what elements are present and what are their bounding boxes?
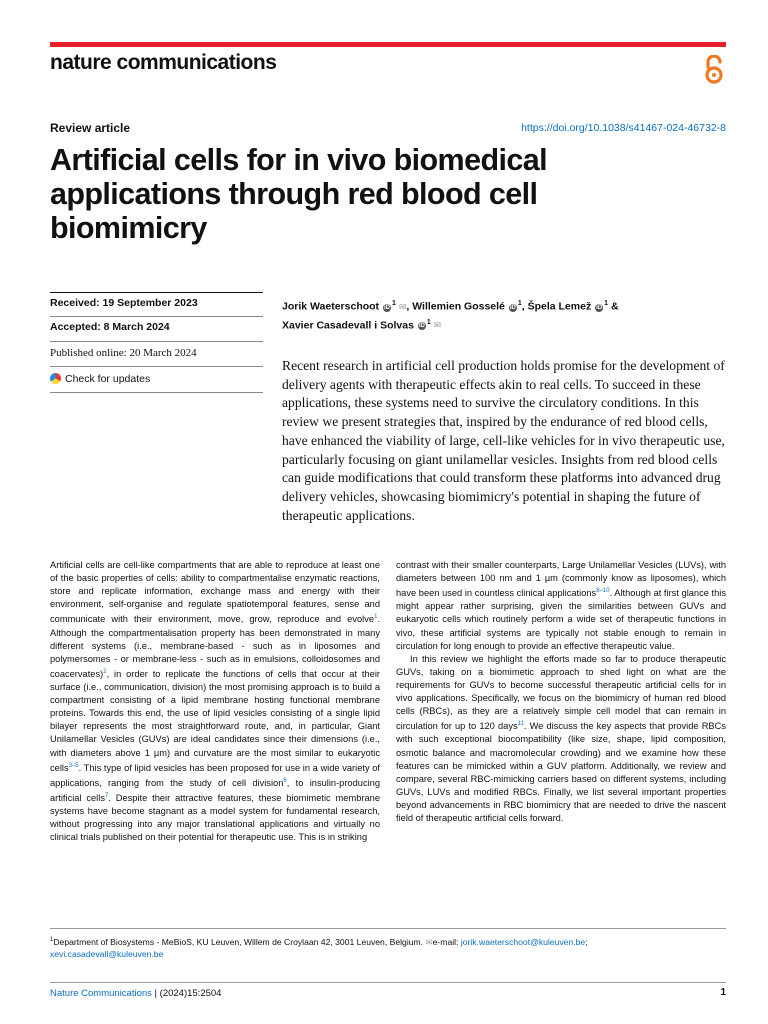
- affiliation-marker: 1: [604, 300, 609, 307]
- citation-reference[interactable]: 3–5: [68, 762, 79, 769]
- citation-reference[interactable]: 8–10: [596, 588, 610, 595]
- paragraph: contrast with their smaller counterparts, Large Unilamellar Vesicles (LUVs), with diameters between 100 nm and 1 µm (commonly know as liposomes), which have been used in countless clinical applications$^{8-10}$. Although at first glance this might appear rather surprising, given the similarities between GUVs and eukaryotic cells which routinely perform a wide set of therapeutic functions in vivo, these artificial systems are typically not stable enough to remain in circulation for long enough to provide an effective therapeutic value.: [396, 560, 726, 651]
- email-icon[interactable]: ✉: [433, 320, 442, 330]
- footer-journal[interactable]: Nature Communications: [50, 988, 152, 999]
- published-date: Published online: 20 March 2024: [50, 347, 197, 359]
- article-title: Artificial cells for in vivo biomedical applications through red blood cell biomimicry: [50, 143, 547, 245]
- author-name[interactable]: Xavier Casadevall i Solvas: [282, 319, 414, 331]
- author-name[interactable]: Jorik Waeterschoot: [282, 300, 380, 313]
- footer-volume: | (2024)15:2504: [151, 988, 222, 999]
- separator: ,: [406, 300, 410, 313]
- orcid-icon[interactable]: iD: [509, 304, 516, 311]
- doi-link[interactable]: https://doi.org/10.1038/s41467-024-46732-8: [521, 122, 726, 134]
- affiliation-text: Department of Biosystems - MeBioS, KU Leuven, Willem de Croylaan 42, 3001 Leuven, Belgium.: [53, 936, 424, 947]
- divider: [50, 366, 263, 367]
- separator: ,: [521, 300, 525, 313]
- email-label: e-mail:: [432, 936, 461, 947]
- citation-reference[interactable]: 1: [374, 614, 378, 621]
- author-name[interactable]: Špela Lemež: [527, 300, 592, 313]
- page-number: 1: [720, 987, 726, 998]
- separator: ;: [585, 936, 588, 947]
- citation-reference[interactable]: 7: [104, 792, 109, 799]
- top-accent-bar: [50, 42, 726, 47]
- orcid-icon[interactable]: iD: [596, 304, 603, 311]
- citation-reference[interactable]: 11: [517, 721, 524, 728]
- body-column-left: [50, 559, 380, 844]
- footer-citation: [50, 988, 221, 999]
- check-for-updates-label: Check for updates: [65, 373, 151, 385]
- footnote-divider: [50, 928, 726, 929]
- author-name[interactable]: Willemien Gosselé: [412, 300, 505, 313]
- accepted-date: Accepted: 8 March 2024: [50, 321, 170, 333]
- email-link[interactable]: xevi.casadevall@kuleuven.be: [50, 948, 164, 959]
- open-access-icon[interactable]: [702, 55, 726, 85]
- journal-name[interactable]: nature communications: [50, 51, 277, 74]
- divider: [50, 292, 263, 293]
- divider: [50, 316, 263, 317]
- orcid-icon[interactable]: iD: [383, 304, 390, 311]
- affiliation-footnote: [50, 934, 726, 960]
- affiliation-marker: 1: [50, 937, 54, 943]
- footer-divider: [50, 982, 726, 983]
- separator: &: [610, 300, 619, 313]
- received-date: Received: 19 September 2023: [50, 297, 198, 309]
- email-icon[interactable]: ✉: [398, 301, 407, 312]
- email-link[interactable]: jorik.waeterschoot@kuleuven.be: [460, 936, 586, 947]
- check-for-updates-icon: [50, 373, 61, 384]
- abstract: Recent research in artificial cell production holds promise for the development of delivery agents with therapeutic effects akin to real cells. To succeed in these applications, these systems need to survive the circulatory conditions. In this review we present strategies that, inspired by the endurance of red blood cells, have enhanced the viability of large, cell-like vehicles for in vivo therapeutic use, particularly focusing on giant unilamellar vesicles. Insights from red blood cells can guide modifications that could transform these platforms into advanced drug delivery vehicles, showcasing biomimicry's potential in shaping the future of therapeutic applications.: [282, 358, 725, 523]
- citation-reference[interactable]: 6: [283, 777, 287, 784]
- paragraph: Artificial cells are cell-like compartments that are able to reproduce at least one of the basic properties of cells: ability to compartmentalise enzymatic reactions, store and replicate information, exchange mass and energy with their environment, self-organise and regulate spatiotemporal features, sense and communicate with their environment, move, grow, reproduce and evolve$^1$. Although the compartmentalisation property has been demonstrated in many different systems (i.e., membrane-based - such as in liposomes and polymersomes - or membrane-less - such as in emulsions, colloidosomes and coacervates)$^2$, in order to replicate the functions of cells that occur at their surface (i.e., communication, division) the most promising approach is to build a compartment consisting of a lipid membrane hosting functional membrane proteins. Towards this end, the use of lipid vesicles consisting of a single lipid bilayer represents the most straightforward route, and, in particular, Giant Unilamellar Vesicles (GUVs) are ideal candidates since their dimensions (i.e., with diameters above 1 µm) and curvature are the most similar to eukaryotic cells$^{3-5}$. This type of lipid vesicles has been proposed for use in a wide variety of applications, ranging from the study of cell division$^6$, to insulin-producing artificial cells$^7$. Despite their attractive features, these biomimetic membrane systems have become stagnant as a model system for fundamental research, without progressing into any major translational applications and virtually no clinical trials published on their potential for therapeutic use. This is in striking: [50, 560, 380, 843]
- email-icon: ✉: [425, 936, 433, 947]
- affiliation-marker: 1: [426, 318, 431, 326]
- divider: [50, 341, 263, 342]
- divider: [50, 392, 263, 393]
- check-for-updates-button[interactable]: [50, 373, 263, 385]
- orcid-icon[interactable]: iD: [418, 323, 425, 329]
- article-type: Review article: [50, 121, 131, 135]
- paragraph: In this review we highlight the efforts made so far to produce therapeutic GUVs, taking on a biomimetic approach to shed light on what are the requirements for GUVs to become successful therapeutic artificial cells for in vivo applications. Specifically, we focus on the biomimicry of human red blood cells (RBCs), as they are a relatively simple cell model that can remain in circulation for up to 120 days$^{11}$. We discuss the key aspects that provide RBCs with such exceptional biocompatibility (like size, shape, lipid composition, osmotic balance and macromolecular crowding) and we examine how these features can be mimicked within a GUV platform. Additionally, we review and compare, several RBC-mimicking carriers based on different systems, including GUVs, LUVs and modified RBCs. Finally, we list several important properties beyond advancements in RBC biomimicry that are needed to drive the nascent field of therapeutic artificial cells forward.: [396, 653, 726, 823]
- citation-reference[interactable]: 2: [103, 668, 107, 675]
- author-list: [282, 296, 722, 333]
- affiliation-marker: 1: [517, 300, 522, 307]
- body-column-right: [396, 559, 726, 825]
- affiliation-marker: 1: [391, 300, 396, 307]
